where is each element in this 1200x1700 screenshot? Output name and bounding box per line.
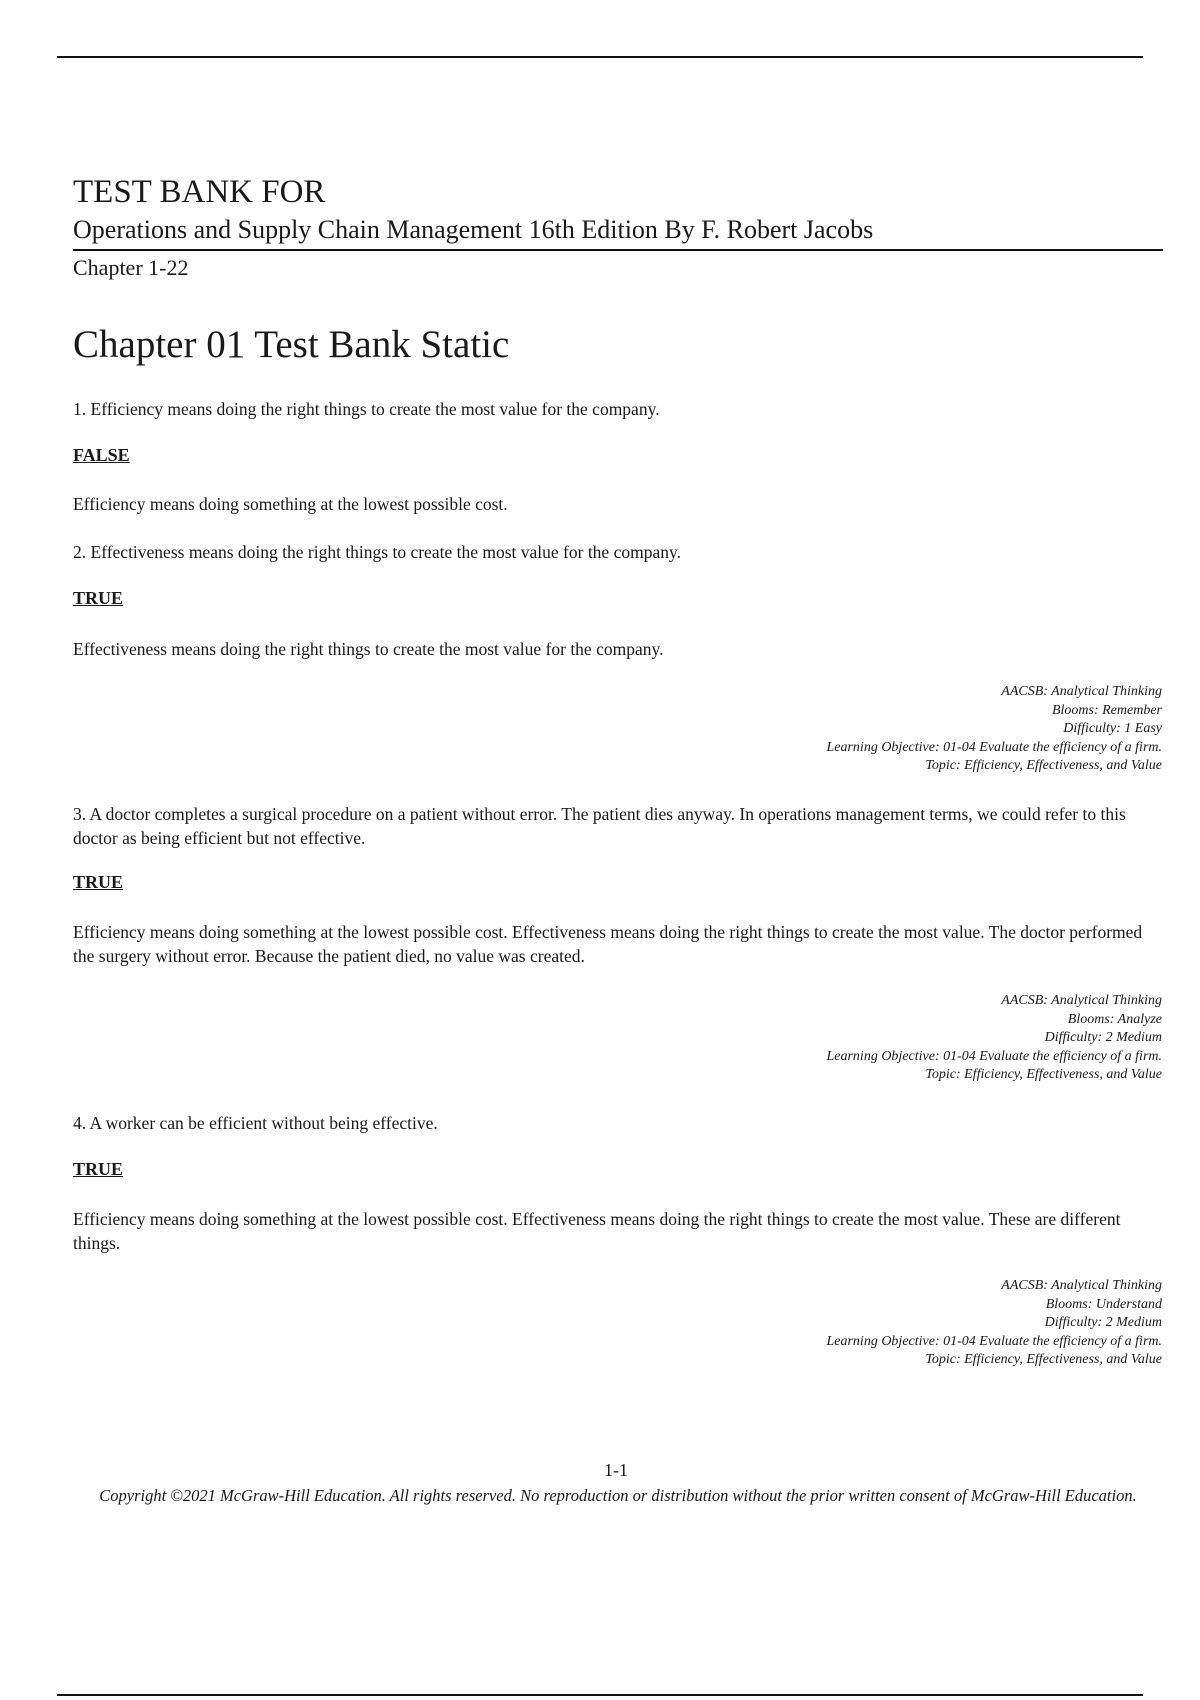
meta-topic: Topic: Efficiency, Effectiveness, and Value — [925, 1067, 1162, 1082]
meta-difficulty: Difficulty: 2 Medium — [1044, 1315, 1162, 1330]
meta-aacsb: AACSB: Analytical Thinking — [1001, 684, 1162, 699]
question-4-text: 4. A worker can be efficient without being effective. — [73, 1113, 438, 1133]
header-chapters: Chapter 1-22 — [73, 255, 189, 280]
bottom-rule — [57, 1694, 1143, 1696]
meta-blooms: Blooms: Analyze — [1067, 1011, 1162, 1027]
question-2-text: 2. Effectiveness means doing the right things to create the most value for the company. — [73, 542, 681, 562]
meta-learning-objective: Learning Objective: 01-04 Evaluate the efficiency of a firm. — [826, 1048, 1162, 1064]
meta-blooms: Blooms: Understand — [1045, 1296, 1162, 1312]
chapter-title: Chapter 01 Test Bank Static — [73, 323, 510, 366]
question-3-metadata — [462, 992, 1162, 1085]
question-1-explanation: Efficiency means doing something at the lowest possible cost. — [73, 494, 508, 514]
copyright-notice: Copyright ©2021 McGraw-Hill Education. All rights reserved. No reproduction or distribution without the prior written consent of McGraw-Hill Education. — [99, 1486, 1137, 1505]
question-2-metadata — [462, 683, 1162, 776]
meta-difficulty: Difficulty: 1 Easy — [1063, 721, 1162, 736]
question-4-answer: TRUE — [73, 1159, 124, 1179]
meta-difficulty: Difficulty: 2 Medium — [1044, 1030, 1162, 1045]
top-rule — [57, 56, 1143, 58]
meta-aacsb: AACSB: Analytical Thinking — [1001, 1278, 1162, 1293]
meta-topic: Topic: Efficiency, Effectiveness, and Value — [925, 758, 1162, 773]
question-3-explanation: Efficiency means doing something at the lowest possible cost. Effectiveness means doing the right things to create the most value. The doctor performed the surgery without error. Because the patient died, no value was created. — [73, 922, 1143, 966]
question-4-metadata — [462, 1277, 1162, 1370]
meta-blooms: Blooms: Remember — [1051, 702, 1162, 718]
meta-aacsb: AACSB: Analytical Thinking — [1001, 993, 1162, 1008]
document-header — [73, 172, 1163, 282]
header-subtitle: Operations and Supply Chain Management 16th Edition By F. Robert Jacobs — [73, 214, 1163, 251]
meta-learning-objective: Learning Objective: 01-04 Evaluate the efficiency of a firm. — [826, 1333, 1162, 1349]
meta-topic: Topic: Efficiency, Effectiveness, and Value — [925, 1352, 1162, 1367]
question-3-text: 3. A doctor completes a surgical procedure on a patient without error. The patient dies anyway. In operations management terms, we could refer to this doctor as being efficient but not effective. — [73, 804, 1126, 848]
page-number: 1-1 — [604, 1460, 628, 1480]
question-4-explanation: Efficiency means doing something at the lowest possible cost. Effectiveness means doing the right things to create the most value. These are different things. — [73, 1209, 1121, 1253]
question-1-text: 1. Efficiency means doing the right things to create the most value for the company. — [73, 399, 660, 419]
question-2-answer: TRUE — [73, 588, 124, 608]
meta-learning-objective: Learning Objective: 01-04 Evaluate the efficiency of a firm. — [826, 739, 1162, 755]
question-3-answer: TRUE — [73, 872, 124, 892]
question-2-explanation: Effectiveness means doing the right things to create the most value for the company. — [73, 639, 664, 659]
question-1-answer: FALSE — [73, 445, 130, 465]
header-title: TEST BANK FOR — [73, 174, 326, 210]
